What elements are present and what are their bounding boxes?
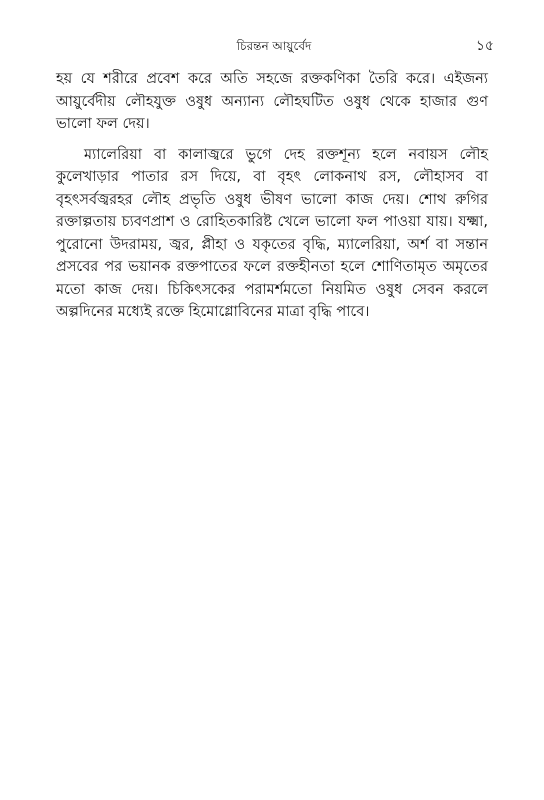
paragraph-2: ম্যালেরিয়া বা কালাজ্বরে ভুগে দেহ রক্তশূন্য হলে নবায়স লৌহ কুলেখাড়ার পাতার রস দিয়ে, বা বৃহৎ লোকনাথ রস, লৌহাসব বা বৃহৎসর্বজ্বরহর লৌহ প্রভৃতি ওষুধ ভীষণ ভালো কাজ দেয়। শোথ রুগির রক্তাল্পতায় চ্যবণপ্রাশ ও রোহিতকারিষ্ট খেলে ভালো ফল পাওয়া যায়। যক্ষ্মা, পুরোনো উদরাময়, জ্বর, প্লীহা ও যকৃতের বৃদ্ধি, ম্যালেরিয়া, অর্শ বা সন্তান প্রসবের পর ভয়ানক রক্তপাতের ফলে রক্তহীনতা হলে শোণিতামৃত অমৃতের মতো কাজ দেয়। চিকিৎসকের পরামর্শমতো নিয়মিত ওষুধ সেবন করলে অল্পদিনের মধ্যেই রক্তে হিমোগ্লোবিনের মাত্রা বৃদ্ধি পাবে। bbox=[56, 146, 488, 320]
running-title: চিরন্তন আয়ুর্বেদ bbox=[236, 39, 312, 53]
body-text bbox=[56, 68, 488, 324]
page-number: ১৫ bbox=[475, 38, 494, 54]
page-header bbox=[52, 36, 496, 56]
paragraph-1: হয় যে শরীরে প্রবেশ করে অতি সহজে রক্তকণিকা তৈরি করে। এইজন্য আয়ুর্বেদীয় লৌহযুক্ত ওষুধ অন্যান্য লৌহঘটিত ওষুধ থেকে হাজার গুণ ভালো ফল দেয়। bbox=[56, 71, 488, 132]
